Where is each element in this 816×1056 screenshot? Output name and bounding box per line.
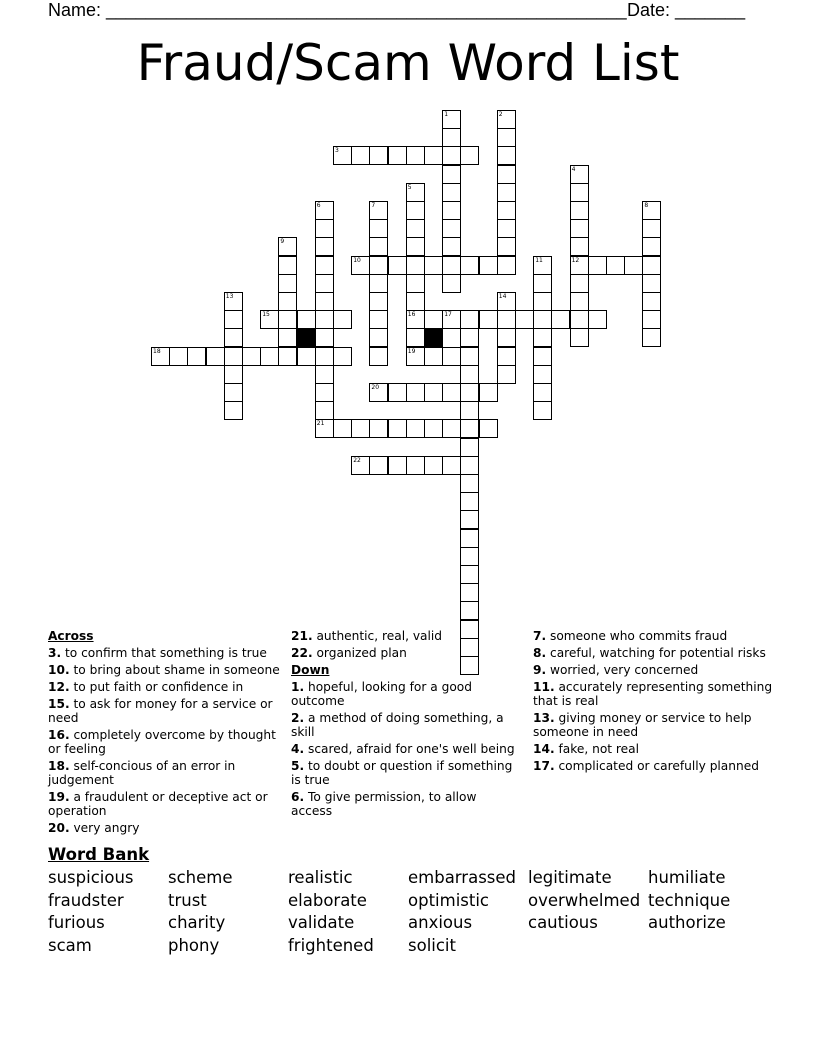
clue-number: 4: [571, 165, 576, 173]
crossword-cell[interactable]: [369, 328, 388, 347]
crossword-cell[interactable]: [315, 419, 334, 438]
crossword-cell[interactable]: [406, 292, 425, 311]
crossword-cell[interactable]: [406, 274, 425, 293]
crossword-cell[interactable]: [351, 256, 370, 275]
crossword-cell[interactable]: [460, 601, 479, 620]
crossword-cell[interactable]: [369, 274, 388, 293]
crossword-cell[interactable]: [479, 310, 498, 329]
word-bank-item: embarrassed: [408, 868, 517, 887]
crossword-cell[interactable]: [442, 310, 461, 329]
crossword-cell[interactable]: [278, 328, 297, 347]
crossword-cell[interactable]: [533, 328, 552, 347]
crossword-cell[interactable]: [369, 292, 388, 311]
crossword-cell[interactable]: [424, 456, 443, 475]
crossword-cell[interactable]: [533, 292, 552, 311]
crossword-cell[interactable]: [442, 274, 461, 293]
across-heading: Across: [48, 629, 94, 643]
crossword-cell[interactable]: [442, 110, 461, 129]
crossword-cell[interactable]: [460, 510, 479, 529]
clue-across-21: 21. authentic, real, valid: [291, 629, 443, 643]
clue-across-12: 12. to put faith or confidence in: [48, 680, 244, 694]
crossword-cell[interactable]: [442, 146, 461, 165]
crossword-cell[interactable]: [406, 419, 425, 438]
crossword-cell[interactable]: [442, 456, 461, 475]
crossword-cell[interactable]: [497, 328, 516, 347]
crossword-cell[interactable]: [642, 256, 661, 275]
crossword-cell[interactable]: [497, 237, 516, 256]
clues-column-1: [48, 629, 280, 838]
crossword-cell[interactable]: [388, 256, 407, 275]
clue-down-5: 5. to doubt or question if something is true: [291, 759, 513, 787]
clue-number: 18: [153, 347, 161, 355]
crossword-cell[interactable]: [570, 274, 589, 293]
crossword-cell[interactable]: [315, 365, 334, 384]
crossword-cell[interactable]: [479, 256, 498, 275]
crossword-cell[interactable]: [187, 347, 206, 366]
clue-number: 6: [316, 202, 321, 209]
crossword-cell[interactable]: [497, 110, 516, 129]
clue-down-9: 9. worried, very concerned: [533, 663, 699, 677]
word-bank-item: charity: [168, 913, 226, 932]
clue-number: 1: [444, 111, 449, 118]
crossword-cell[interactable]: [533, 274, 552, 293]
clue-down-2: 2. a method of doing something, a skill: [291, 711, 504, 739]
crossword-cell[interactable]: [460, 474, 479, 493]
clue-number: 20: [371, 384, 380, 391]
crossword-cell[interactable]: [242, 347, 261, 366]
crossword-cell[interactable]: [570, 237, 589, 256]
crossword-cell[interactable]: [460, 401, 479, 420]
crossword-cell[interactable]: [642, 219, 661, 238]
crossword-cell[interactable]: [533, 365, 552, 384]
crossword-cell[interactable]: [224, 401, 243, 420]
crossword-cell[interactable]: [406, 237, 425, 256]
crossword-cell[interactable]: [369, 146, 388, 165]
clue-number: 10: [353, 256, 361, 264]
crossword-cell[interactable]: [406, 183, 425, 202]
word-bank-item: elaborate: [288, 891, 367, 910]
crossword-cell[interactable]: [570, 183, 589, 202]
crossword-cell[interactable]: [278, 274, 297, 293]
clues-column-3: [533, 629, 773, 776]
clue-number: 5: [407, 183, 412, 191]
clue-down-14: 14. fake, not real: [533, 742, 640, 756]
clue-number: 2: [498, 111, 503, 118]
word-bank-item: authorize: [648, 913, 726, 932]
clue-down-4: 4. scared, afraid for one's well being: [291, 742, 515, 756]
clue-number: 11: [535, 256, 543, 264]
crossword-black-cell: [424, 328, 443, 347]
crossword-cell[interactable]: [224, 310, 243, 329]
clue-number: 22: [353, 456, 361, 464]
word-bank-item: solicit: [408, 936, 456, 955]
word-bank-item: optimistic: [408, 891, 490, 910]
crossword-cell[interactable]: [642, 237, 661, 256]
clue-across-15: 15. to ask for money for a service or need: [48, 697, 273, 725]
crossword-cell[interactable]: [406, 146, 425, 165]
crossword-cell[interactable]: [260, 310, 279, 329]
crossword-cell[interactable]: [333, 310, 352, 329]
crossword-cell[interactable]: [642, 274, 661, 293]
clue-down-7: 7. someone who commits fraud: [533, 629, 728, 643]
word-bank-item: cautious: [528, 913, 598, 932]
crossword-cell[interactable]: [460, 347, 479, 366]
crossword-cell[interactable]: [388, 419, 407, 438]
crossword-cell[interactable]: [406, 201, 425, 220]
crossword-cell[interactable]: [460, 438, 479, 457]
crossword-cell[interactable]: [424, 383, 443, 402]
crossword-cell[interactable]: [497, 256, 516, 275]
crossword-cell[interactable]: [369, 347, 388, 366]
crossword-cell[interactable]: [460, 565, 479, 584]
clue-number: 9: [280, 238, 285, 246]
crossword-cell[interactable]: [369, 256, 388, 275]
crossword-cell[interactable]: [442, 347, 461, 366]
crossword-cell[interactable]: [315, 274, 334, 293]
crossword-cell[interactable]: [351, 456, 370, 475]
crossword-cell[interactable]: [424, 256, 443, 275]
crossword-cell[interactable]: [442, 219, 461, 238]
crossword-cell[interactable]: [460, 146, 479, 165]
clue-number: 8: [644, 202, 649, 209]
crossword-cell[interactable]: [533, 256, 552, 275]
crossword-cell[interactable]: [406, 219, 425, 238]
crossword-grid: [0, 0, 816, 500]
crossword-cell[interactable]: [442, 256, 461, 275]
crossword-cell[interactable]: [278, 292, 297, 311]
word-bank-item: suspicious: [48, 868, 134, 887]
crossword-cell[interactable]: [406, 456, 425, 475]
word-bank-item: legitimate: [528, 868, 612, 887]
crossword-cell[interactable]: [570, 201, 589, 220]
crossword-cell[interactable]: [497, 310, 516, 329]
clue-number: 16: [407, 311, 416, 319]
crossword-cell[interactable]: [442, 201, 461, 220]
clue-number: 19: [407, 347, 416, 355]
clue-down-8: 8. careful, watching for potential risks: [533, 646, 766, 660]
word-bank-item: scam: [48, 936, 92, 955]
crossword-cell[interactable]: [333, 419, 352, 438]
crossword-cell[interactable]: [424, 347, 443, 366]
crossword-cell[interactable]: [224, 292, 243, 311]
crossword-cell[interactable]: [315, 310, 334, 329]
crossword-cell[interactable]: [260, 347, 279, 366]
crossword-cell[interactable]: [460, 256, 479, 275]
crossword-cell[interactable]: [406, 310, 425, 329]
clue-number: 7: [371, 202, 376, 209]
crossword-cell[interactable]: [278, 237, 297, 256]
word-bank-item: anxious: [408, 913, 473, 932]
crossword-cell[interactable]: [460, 419, 479, 438]
clue-across-19: 19. a fraudulent or deceptive act or operation: [48, 790, 268, 818]
crossword-cell[interactable]: [642, 310, 661, 329]
crossword-cell[interactable]: [533, 310, 552, 329]
crossword-cell[interactable]: [460, 383, 479, 402]
clue-down-17: 17. complicated or carefully planned: [533, 759, 759, 773]
crossword-cell[interactable]: [424, 310, 443, 329]
clue-down-1: 1. hopeful, looking for a good outcome: [291, 680, 473, 708]
crossword-cell[interactable]: [460, 328, 479, 347]
crossword-cell[interactable]: [588, 310, 607, 329]
clue-down-13: 13. giving money or service to help someone in need: [533, 711, 752, 739]
clue-number: 13: [225, 293, 234, 300]
crossword-cell[interactable]: [406, 256, 425, 275]
crossword-cell[interactable]: [497, 347, 516, 366]
crossword-cell[interactable]: [460, 492, 479, 511]
clue-number: 14: [498, 293, 507, 300]
crossword-cell[interactable]: [315, 237, 334, 256]
crossword-cell[interactable]: [442, 237, 461, 256]
crossword-cell[interactable]: [369, 383, 388, 402]
clue-across-22: 22. organized plan: [291, 646, 407, 660]
crossword-cell[interactable]: [369, 456, 388, 475]
crossword-cell[interactable]: [369, 419, 388, 438]
crossword-cell[interactable]: [442, 383, 461, 402]
date-field[interactable]: Date: _______: [627, 0, 746, 20]
crossword-cell[interactable]: [515, 310, 534, 329]
crossword-cell[interactable]: [224, 383, 243, 402]
crossword-cell[interactable]: [479, 383, 498, 402]
crossword-cell[interactable]: [624, 256, 643, 275]
clue-number: 12: [571, 256, 580, 264]
crossword-cell[interactable]: [278, 256, 297, 275]
crossword-cell[interactable]: [151, 347, 170, 366]
crossword-cell[interactable]: [388, 383, 407, 402]
name-field[interactable]: Name: ____________________________________________________: [48, 0, 627, 20]
crossword-cell[interactable]: [497, 292, 516, 311]
down-heading: Down: [291, 663, 330, 677]
crossword-cell[interactable]: [315, 201, 334, 220]
clue-down-6: 6. To give permission, to allow access: [291, 790, 477, 818]
crossword-cell[interactable]: [497, 201, 516, 220]
crossword-cell[interactable]: [570, 165, 589, 184]
crossword-cell[interactable]: [297, 347, 316, 366]
crossword-cell[interactable]: [388, 456, 407, 475]
clue-across-20: 20. very angry: [48, 821, 140, 835]
crossword-cell[interactable]: [497, 146, 516, 165]
word-bank-item: furious: [48, 913, 105, 932]
crossword-cell[interactable]: [460, 365, 479, 384]
crossword-cell[interactable]: [533, 401, 552, 420]
crossword-cell[interactable]: [315, 383, 334, 402]
crossword-cell[interactable]: [224, 365, 243, 384]
clue-number: 17: [444, 311, 452, 319]
crossword-cell[interactable]: [315, 401, 334, 420]
crossword-cell[interactable]: [570, 219, 589, 238]
crossword-cell[interactable]: [406, 383, 425, 402]
crossword-cell[interactable]: [570, 292, 589, 311]
crossword-cell[interactable]: [224, 328, 243, 347]
crossword-cell[interactable]: [642, 292, 661, 311]
clue-number: 21: [316, 420, 325, 428]
crossword-cell[interactable]: [533, 383, 552, 402]
crossword-cell[interactable]: [369, 237, 388, 256]
crossword-cell[interactable]: [460, 529, 479, 548]
word-bank-item: trust: [168, 891, 207, 910]
crossword-cell[interactable]: [297, 310, 316, 329]
crossword-cell[interactable]: [406, 347, 425, 366]
crossword-cell[interactable]: [570, 310, 589, 329]
crossword-cell[interactable]: [278, 310, 297, 329]
crossword-cell[interactable]: [224, 347, 243, 366]
word-bank-item: technique: [648, 891, 731, 910]
crossword-cell[interactable]: [351, 146, 370, 165]
word-bank-item: phony: [168, 936, 220, 955]
crossword-cell[interactable]: [369, 201, 388, 220]
crossword-cell[interactable]: [315, 219, 334, 238]
crossword-cell[interactable]: [169, 347, 188, 366]
clue-across-3: 3. to confirm that something is true: [48, 646, 267, 660]
crossword-cell[interactable]: [315, 328, 334, 347]
crossword-cell[interactable]: [442, 419, 461, 438]
crossword-cell[interactable]: [206, 347, 225, 366]
crossword-cell[interactable]: [606, 256, 625, 275]
crossword-cell[interactable]: [424, 146, 443, 165]
clues-column-2: [291, 629, 521, 821]
clue-down-11: 11. accurately representing something that is real: [533, 680, 773, 708]
crossword-cell[interactable]: [460, 547, 479, 566]
clue-number: 15: [262, 311, 270, 319]
word-bank-title: Word Bank: [48, 845, 150, 864]
crossword-cell[interactable]: [351, 419, 370, 438]
crossword-cell[interactable]: [460, 456, 479, 475]
crossword-cell[interactable]: [497, 128, 516, 147]
crossword-cell[interactable]: [497, 219, 516, 238]
clue-number: 3: [335, 147, 339, 155]
crossword-cell[interactable]: [406, 328, 425, 347]
crossword-cell[interactable]: [315, 347, 334, 366]
crossword-cell[interactable]: [369, 310, 388, 329]
crossword-cell[interactable]: [497, 183, 516, 202]
crossword-cell[interactable]: [570, 256, 589, 275]
crossword-cell[interactable]: [442, 183, 461, 202]
word-bank-item: validate: [288, 913, 355, 932]
word-bank-item: realistic: [288, 868, 353, 887]
crossword-cell[interactable]: [497, 165, 516, 184]
crossword-cell[interactable]: [497, 365, 516, 384]
word-bank-item: overwhelmed: [528, 891, 641, 910]
crossword-cell[interactable]: [642, 328, 661, 347]
crossword-cell[interactable]: [442, 128, 461, 147]
crossword-cell[interactable]: [551, 310, 570, 329]
crossword-cell[interactable]: [642, 201, 661, 220]
crossword-cell[interactable]: [315, 256, 334, 275]
page-title: Fraud/Scam Word List: [136, 34, 680, 92]
crossword-cell[interactable]: [588, 256, 607, 275]
crossword-cell[interactable]: [479, 419, 498, 438]
crossword-black-cell: [297, 328, 316, 347]
crossword-cell[interactable]: [369, 219, 388, 238]
crossword-cell[interactable]: [333, 146, 352, 165]
crossword-cell[interactable]: [570, 328, 589, 347]
word-bank-item: frightened: [288, 936, 374, 955]
clue-across-16: 16. completely overcome by thought or feeling: [48, 728, 276, 756]
word-bank-item: humiliate: [648, 868, 726, 887]
word-bank-item: scheme: [168, 868, 233, 887]
crossword-cell[interactable]: [442, 165, 461, 184]
crossword-cell[interactable]: [424, 419, 443, 438]
crossword-cell[interactable]: [460, 310, 479, 329]
clue-across-18: 18. self-concious of an error in judgement: [48, 759, 236, 787]
word-bank-item: fraudster: [48, 891, 124, 910]
crossword-cell[interactable]: [460, 583, 479, 602]
crossword-cell[interactable]: [315, 292, 334, 311]
crossword-cell[interactable]: [388, 146, 407, 165]
crossword-cell[interactable]: [333, 347, 352, 366]
crossword-cell[interactable]: [278, 347, 297, 366]
clue-across-10: 10. to bring about shame in someone: [48, 663, 280, 677]
crossword-cell[interactable]: [533, 347, 552, 366]
